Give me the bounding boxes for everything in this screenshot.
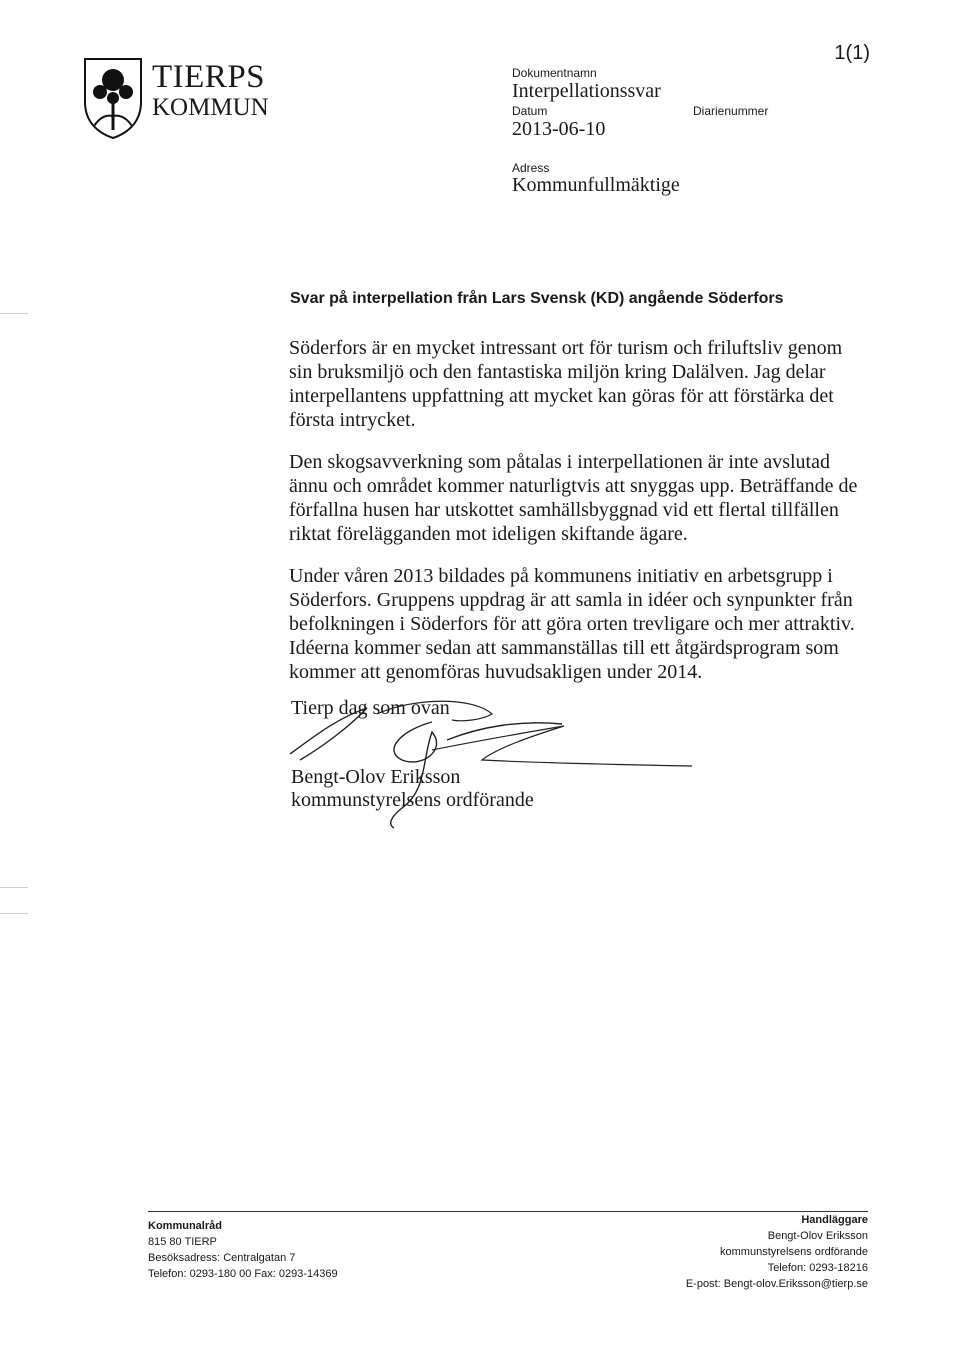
scan-mark <box>0 913 28 914</box>
diary-number-label: Diarienummer <box>693 104 769 118</box>
document-date: 2013-06-10 <box>512 118 606 140</box>
scan-mark <box>0 887 28 888</box>
address-label: Adress <box>512 161 550 175</box>
municipal-crest-icon <box>82 56 144 140</box>
footer-handler: Handläggare Bengt-Olov Eriksson kommunstyrelsens ordförande Telefon: 0293-18216 E-post: Bengt-olov.Eriksson@tierp.se <box>685 1214 868 1290</box>
document-name-label: Dokumentnamn <box>512 66 597 80</box>
page-number: 1(1) <box>834 42 870 64</box>
date-label: Datum <box>512 104 548 118</box>
document-name: Interpellationssvar <box>512 80 661 102</box>
signature-place-date: Tierp dag som ovan <box>291 697 450 719</box>
signatory-name: Bengt-Olov Eriksson <box>291 766 461 788</box>
footer-sender: Kommunalråd 815 80 TIERP Besöksadress: Centralgatan 7 Telefon: 0293-180 00 Fax: 0293-14369 <box>148 1220 338 1280</box>
municipality-name: TIERPS <box>152 59 266 95</box>
paragraph: Den skogsavverkning som påtalas i interpellationen är inte avslutad ännu och området kommer naturligtvis att snyggas upp. Beträffande de förfallna husen har utskottet samhällsbyggnad vid ett flertal tillfällen riktat förelägganden mot ideligen skiftande ägare. <box>289 451 858 545</box>
scan-mark <box>0 313 28 314</box>
signatory-title: kommunstyrelsens ordförande <box>291 789 534 811</box>
municipality-subtitle: KOMMUN <box>152 94 269 121</box>
paragraph: Söderfors är en mycket intressant ort för turism och friluftsliv genom sin bruksmiljö och den fantastiska miljön kring Dalälven. Jag delar interpellantens uppfattning att mycket kan göras för att förstärka det första intrycket. <box>289 337 843 431</box>
paragraph: Under våren 2013 bildades på kommunens initiativ en arbetsgrupp i Söderfors. Gruppens uppdrag är att samla in idéer och synpunkter från befolkningen i Söderfors för att göra orten trevligare och mer attraktiv. Idéerna kommer sedan att sammanställas till ett åtgärdsprogram som kommer att genomföras huvudsakligen under 2014. <box>289 565 855 683</box>
document-heading: Svar på interpellation från Lars Svensk (KD) angående Söderfors <box>290 290 784 307</box>
address: Kommunfullmäktige <box>512 174 680 196</box>
